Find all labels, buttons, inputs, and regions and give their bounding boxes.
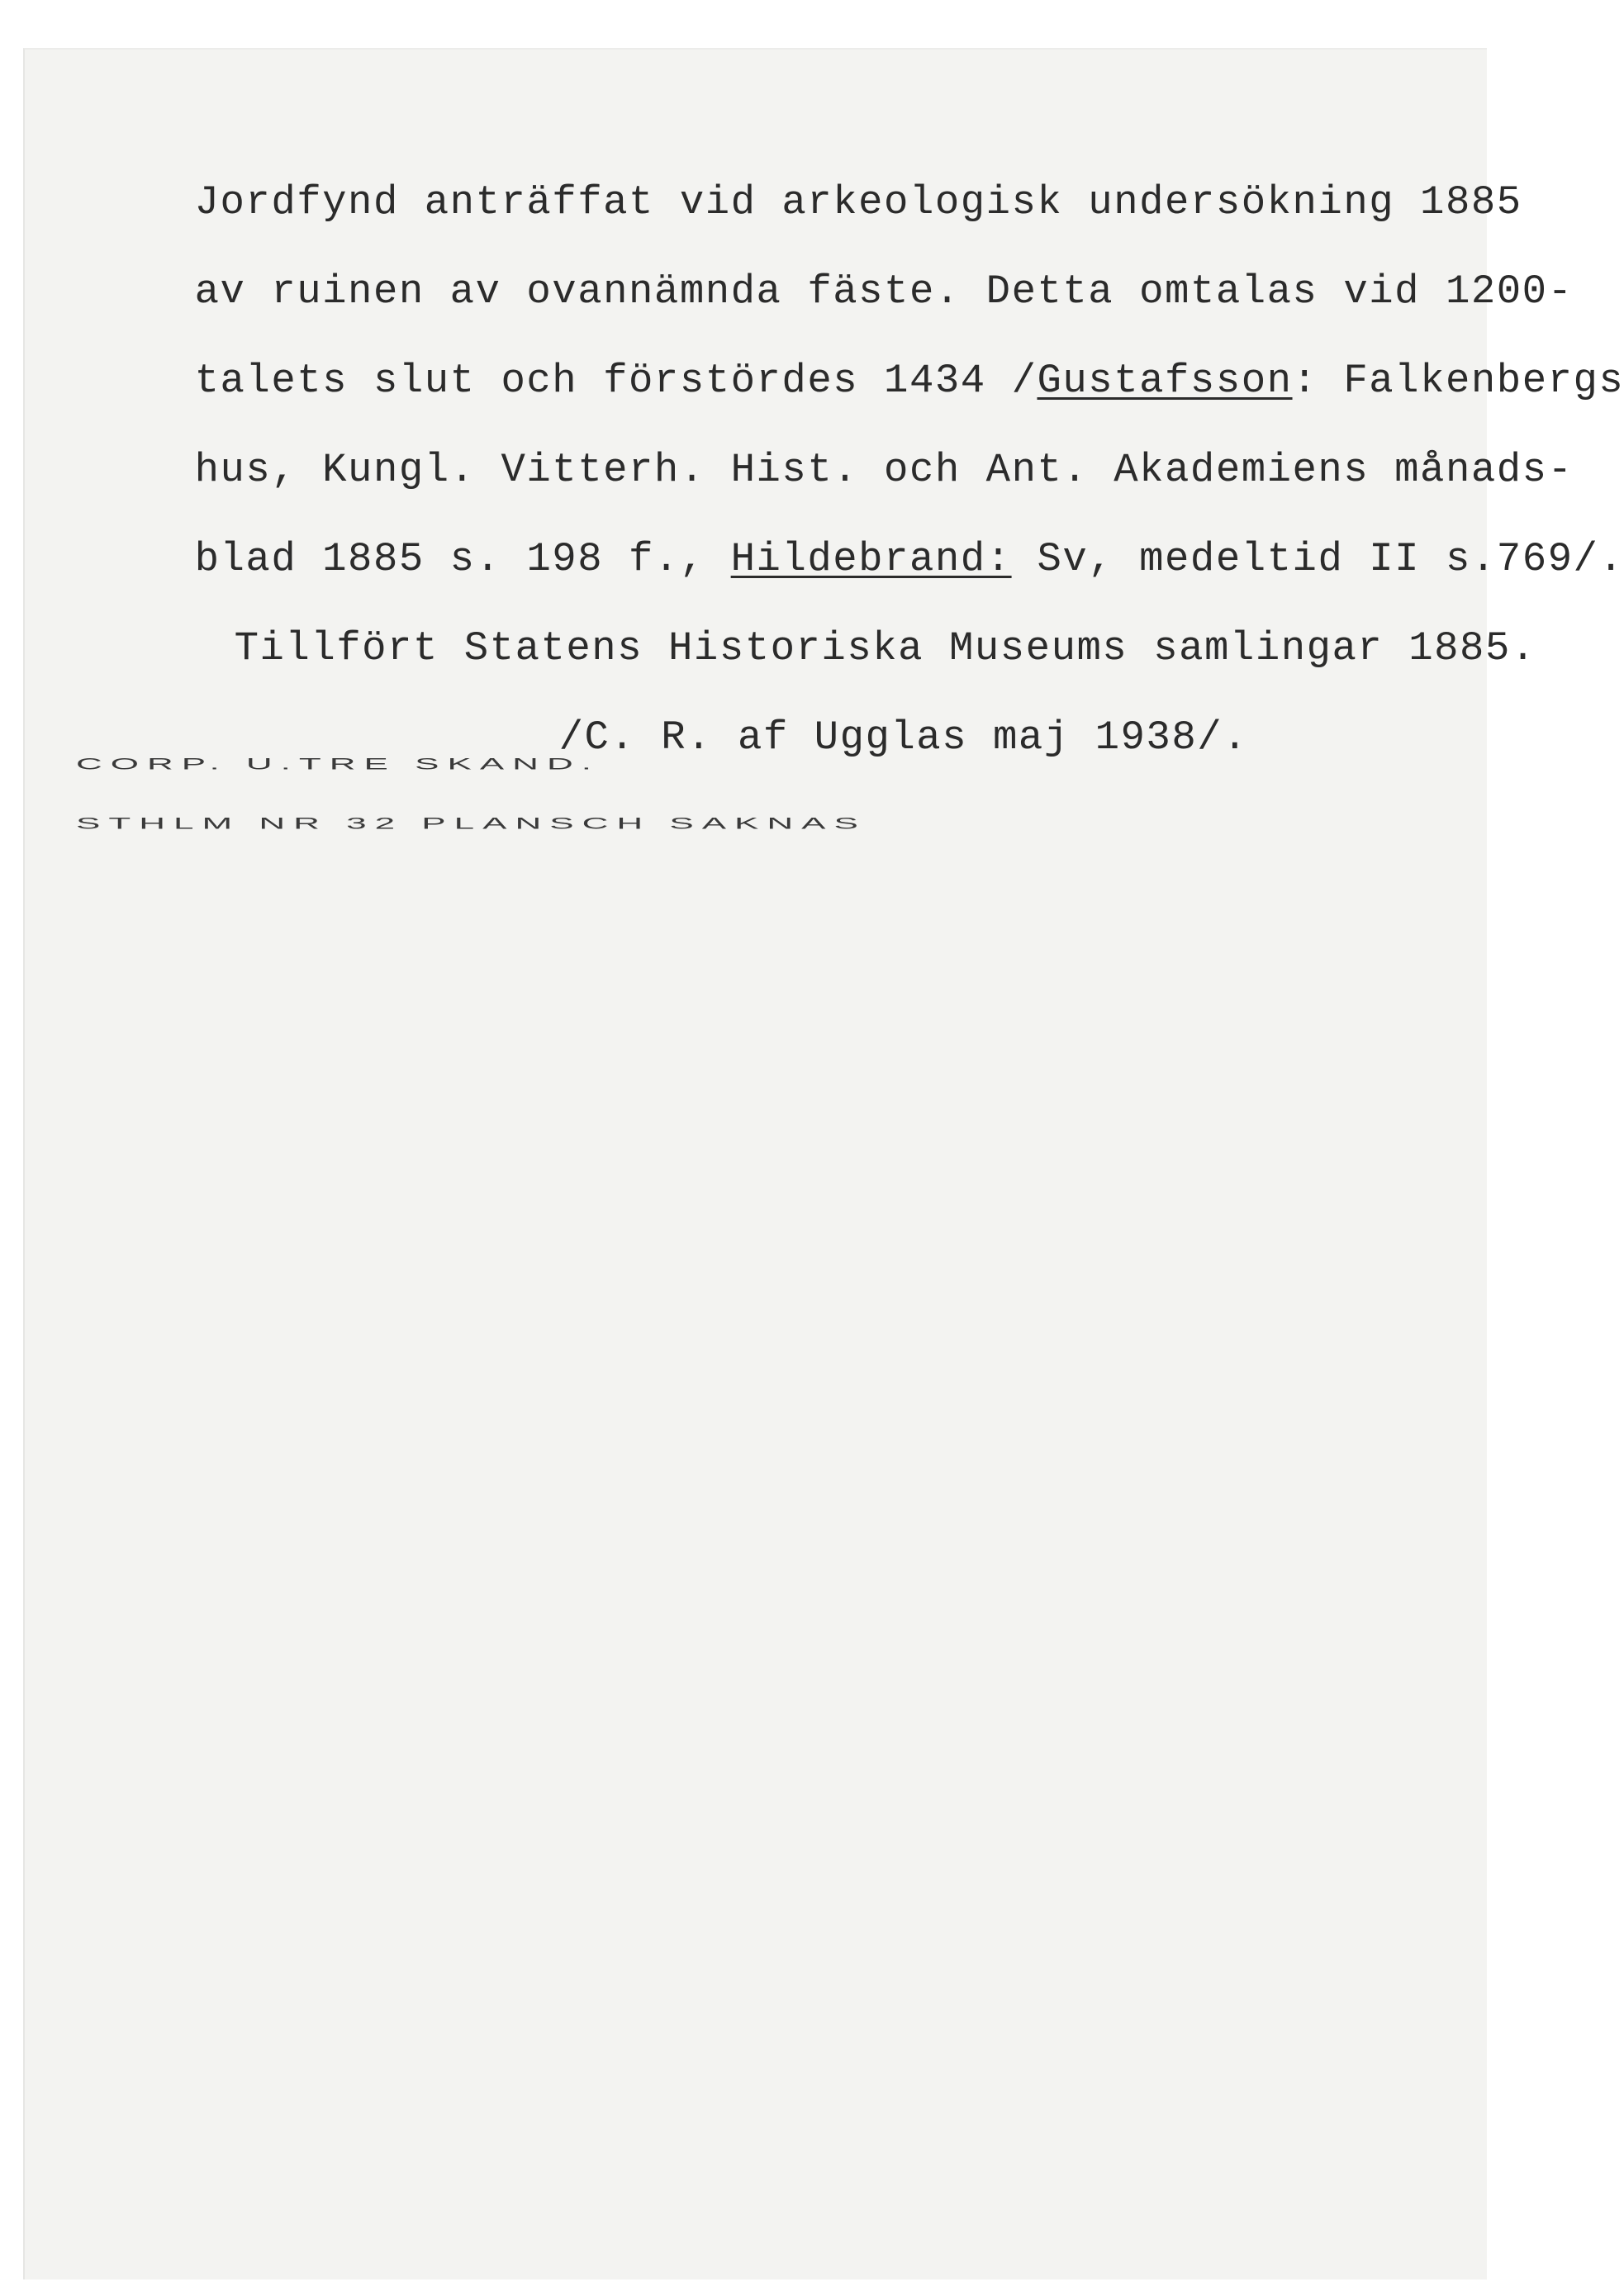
text-segment: talets slut och förstördes 1434 / — [194, 358, 1038, 404]
text-segment: Jordfynd anträffat vid arkeologisk undersökning 1885 — [194, 179, 1522, 225]
text-segment: : Falkenbergs — [1292, 358, 1624, 404]
text-segment: Sv, medeltid II s.769/. — [1011, 536, 1624, 582]
text-segment: Tillfört Statens Historiska Museums samlingar 1885. — [234, 625, 1536, 671]
handwritten-note-line-1: CORP. U.TRE SKAND. — [76, 754, 600, 773]
text-segment: /C. R. af Ugglas maj 1938/. — [558, 714, 1249, 761]
text-segment: blad 1885 s. 198 f., — [194, 536, 731, 582]
text-segment: hus, Kungl. Vitterh. Hist. och Ant. Akademiens månads- — [194, 447, 1574, 493]
author-reference-gustafsson: Gustafsson — [1037, 358, 1293, 404]
catalog-card — [23, 48, 1624, 2279]
handwritten-note-line-2: STHLM NR 32 PLANSCH SAKNAS — [76, 814, 867, 833]
text-segment: av ruinen av ovannämnda fäste. Detta omtalas vid 1200- — [194, 268, 1574, 315]
signature-line — [457, 677, 1248, 799]
author-reference-hildebrand: Hildebrand: — [730, 536, 1012, 582]
